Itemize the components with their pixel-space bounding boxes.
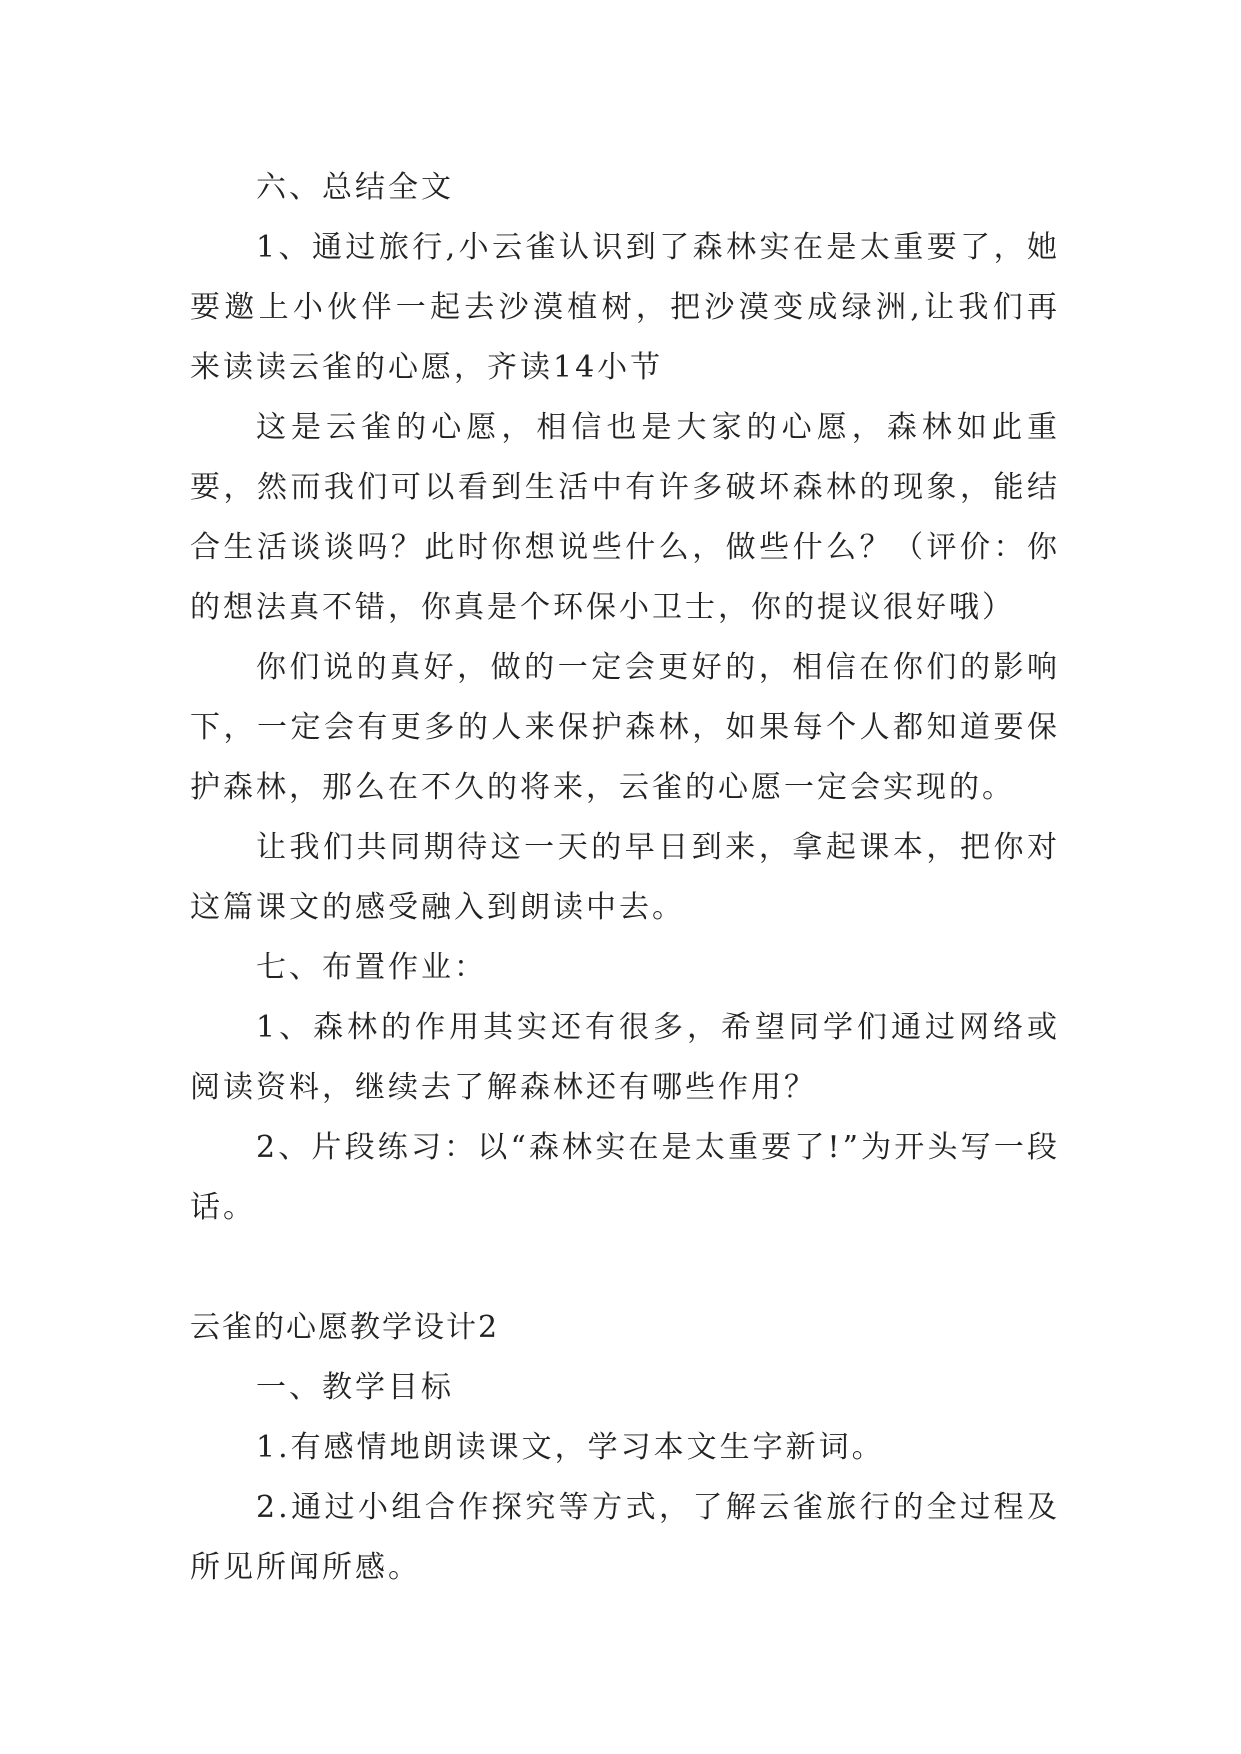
section-heading-goals: 一、教学目标: [256, 1370, 454, 1405]
paragraph: 你们说的真好，做的一定会更好的，相信在你们的影响下，一定会有更多的人来保护森林，如果每个人都知道要保护森林，那么在不久的将来，云雀的心愿一定会实现的。: [190, 650, 1060, 805]
paragraph: 这是云雀的心愿，相信也是大家的心愿，森林如此重要，然而我们可以看到生活中有许多破坏森林的现象，能结合生活谈谈吗？此时你想说些什么，做些什么？（评价：你的想法真不错，你真是个环保小卫士，你的提议很好哦）: [190, 410, 1060, 625]
goal-item: 2.通过小组合作探究等方式，了解云雀旅行的全过程及所见所闻所感。: [190, 1490, 1060, 1585]
document-body: [190, 158, 1060, 1598]
homework-item: 2、片段练习：以“森林实在是太重要了!”为开头写一段话。: [190, 1130, 1060, 1225]
goal-item: 1.有感情地朗读课文，学习本文生字新词。: [256, 1430, 885, 1465]
document-title: 云雀的心愿教学设计2: [190, 1310, 500, 1345]
section-heading-homework: 七、布置作业：: [256, 950, 487, 985]
paragraph: 让我们共同期待这一天的早日到来，拿起课本，把你对这篇课文的感受融入到朗读中去。: [190, 830, 1060, 925]
paragraph: 1、通过旅行,小云雀认识到了森林实在是太重要了，她要邀上小伙伴一起去沙漠植树，把沙漠变成绿洲,让我们再来读读云雀的心愿，齐读14小节: [190, 230, 1060, 385]
section-heading-summary: 六、总结全文: [256, 170, 454, 205]
homework-item: 1、森林的作用其实还有很多，希望同学们通过网络或阅读资料，继续去了解森林还有哪些作用？: [190, 1010, 1060, 1105]
